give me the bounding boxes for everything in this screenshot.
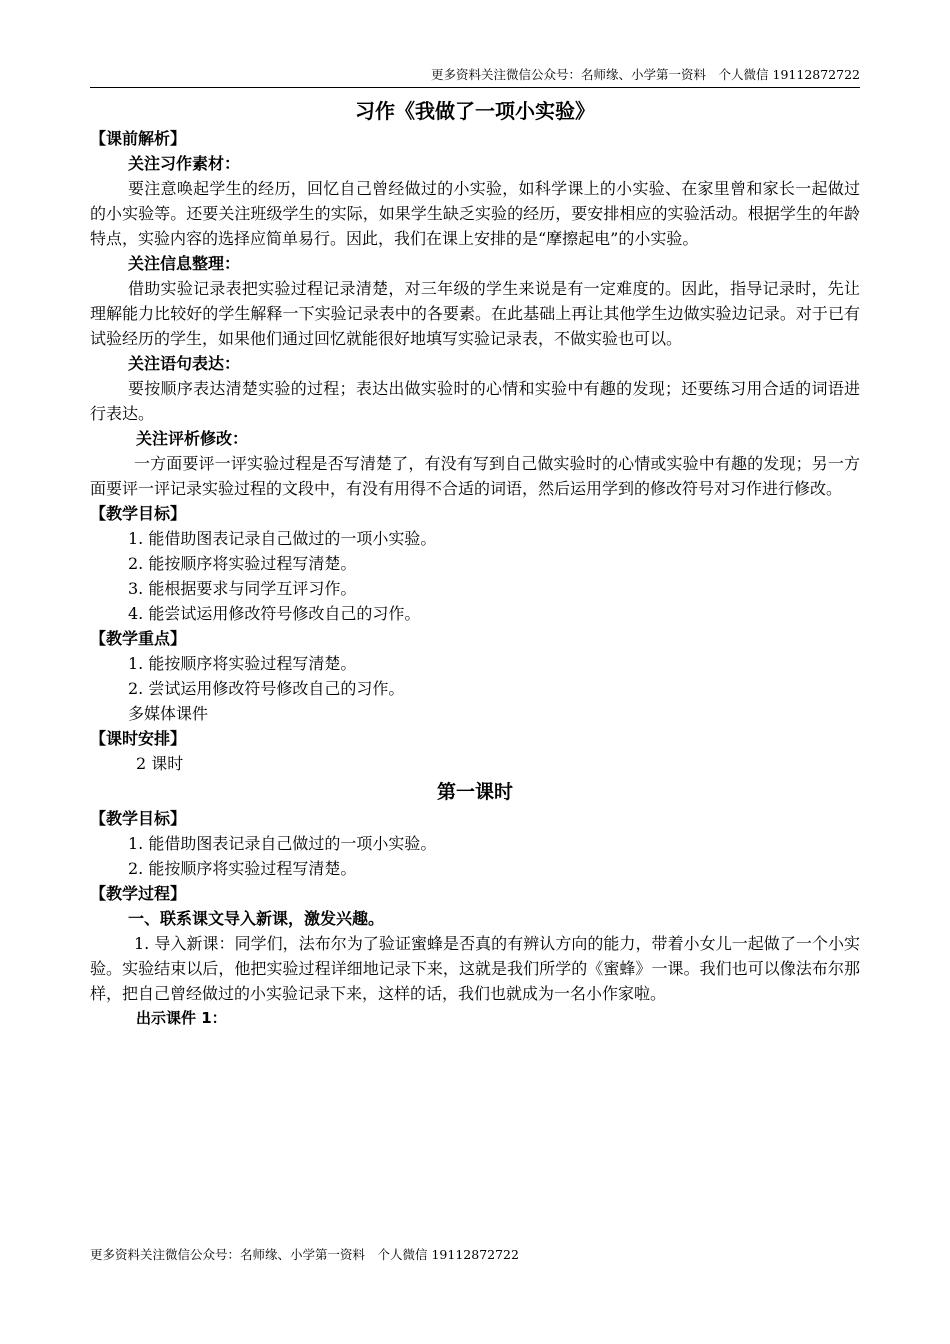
page-footer: 更多资料关注微信公众号：名师缘、小学第一资料 个人微信 19112872722 [90, 1247, 519, 1262]
info-text: 借助实验记录表把实验过程记录清楚，对三年级的学生来说是有一定难度的。因此，指导记录时，先让理解能力比较好的学生解释一下实验记录表中的各要素。在此基础上再让其他学生边做实验边记录。对于已有试验经历的学生，如果他们通过回忆就能很好地填写实验记录表，不做实验也可以。 [90, 279, 860, 348]
key-points-heading: 【教学重点】 [90, 629, 187, 648]
expression-text: 要按顺序表达清楚实验的过程；表达出做实验时的心情和实验中有趣的发现；还要练习用合适的词语进行表达。 [90, 379, 860, 423]
lesson1-goal-item: 2. 能按顺序将实验过程写清楚。 [128, 859, 357, 878]
lesson1-title: 第一课时 [436, 781, 513, 803]
info-title: 关注信息整理： [128, 254, 241, 273]
material-text: 要注意唤起学生的经历，回忆自己曾经做过的小实验，如科学课上的小实验、在家里曾和家长一起做过的小实验等。还要关注班级学生的实际，如果学生缺乏实验的经历，要安排相应的实验活动。根据学生的年龄特点，实验内容的选择应简单易行。因此，我们在课上安排的是“摩擦起电”的小实验。 [90, 179, 860, 248]
key-point-item: 2. 尝试运用修改符号修改自己的习作。 [128, 679, 405, 698]
goal-item: 4. 能尝试运用修改符号修改自己的习作。 [128, 604, 421, 623]
expression-title: 关注语句表达： [128, 354, 241, 373]
process-heading: 【教学过程】 [90, 884, 187, 903]
key-point-item: 1. 能按顺序将实验过程写清楚。 [128, 654, 357, 673]
revision-text: 一方面要评一评实验过程是否写清楚了，有没有写到自己做实验时的心情或实验中有趣的发现；另一方面要评一评记录实验过程的文段中，有没有用得不合适的词语，然后运用学到的修改符号对习作进行修改。 [90, 454, 860, 498]
schedule-heading: 【课时安排】 [90, 729, 187, 748]
revision-title: 关注评析修改： [136, 429, 249, 448]
lesson1-goals-heading: 【教学目标】 [90, 809, 187, 828]
document-body [90, 96, 860, 1031]
page-header: 更多资料关注微信公众号：名师缘、小学第一资料 个人微信 19112872722 [431, 67, 860, 82]
pre-analysis-heading: 【课前解析】 [90, 129, 187, 148]
goal-item: 1. 能借助图表记录自己做过的一项小实验。 [128, 529, 437, 548]
goals-heading: 【教学目标】 [90, 504, 187, 523]
step1-title: 一、联系课文导入新课，激发兴趣。 [128, 909, 385, 928]
document-title: 习作《我做了一项小实验》 [355, 99, 595, 123]
media-text: 多媒体课件 [128, 704, 209, 723]
step1-text: 1. 导入新课：同学们，法布尔为了验证蜜蜂是否真的有辨认方向的能力，带着小女儿一起做了一个小实验。实验结束以后，他把实验过程详细地记录下来，这就是我们所学的《蜜蜂》一课。我们也可以像法布尔那样，把自己曾经做过的小实验记录下来，这样的话，我们也就成为一名小作家啦。 [90, 934, 860, 1003]
material-title: 关注习作素材： [128, 154, 241, 173]
show-slide-label: 出示课件 1： [136, 1009, 227, 1027]
header-divider [90, 87, 860, 88]
goal-item: 3. 能根据要求与同学互评习作。 [128, 579, 357, 598]
goal-item: 2. 能按顺序将实验过程写清楚。 [128, 554, 357, 573]
schedule-text: 2 课时 [136, 754, 184, 773]
lesson1-goal-item: 1. 能借助图表记录自己做过的一项小实验。 [128, 834, 437, 853]
